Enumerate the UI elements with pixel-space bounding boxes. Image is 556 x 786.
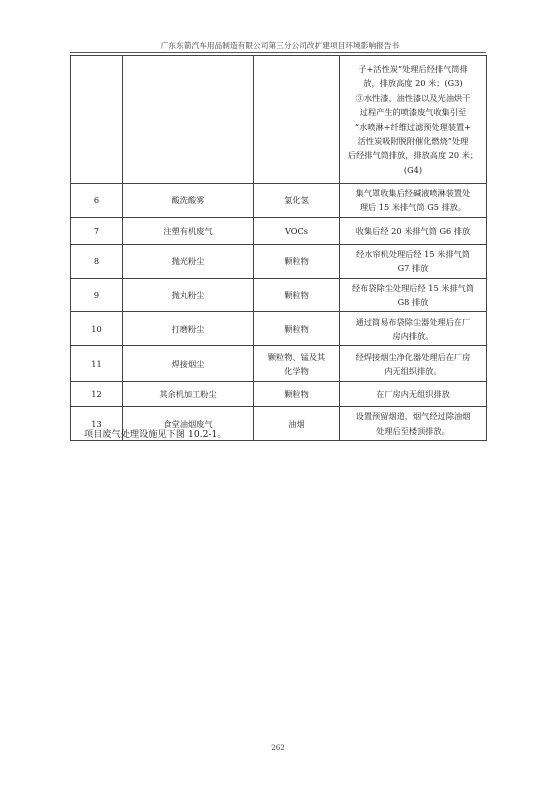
measure-line: 活性炭吸附脱附催化燃烧”处理 — [357, 135, 469, 146]
table-cell-pollutant: 颗粒物 — [254, 312, 340, 346]
table-cell-source — [123, 56, 254, 184]
table-cell-pollutant: 油烟 — [254, 407, 340, 441]
table-cell-no: 9 — [71, 278, 123, 312]
table-cell-source: 抛光粉尘 — [123, 244, 254, 278]
table-cell-measure — [340, 217, 487, 244]
table-row — [71, 312, 487, 346]
table-cell-source: 食堂油烟废气 — [123, 407, 254, 441]
table-cell-measure — [340, 407, 487, 441]
measure-line: 在厂房内无组织排放 — [376, 389, 450, 400]
table-cell-measure — [340, 278, 487, 312]
table-cell-no: 12 — [71, 382, 123, 407]
table-cell-no: 8 — [71, 244, 123, 278]
table-cell-no: 6 — [71, 184, 123, 218]
measure-line: “水喷淋+纤维过滤预处理装置+ — [354, 121, 472, 132]
measure-line: G8 排放 — [397, 297, 429, 308]
table-cell-no: 7 — [71, 217, 123, 244]
measure-line: 理后 15 米排气筒 G5 排放。 — [359, 202, 467, 213]
measure-line: 后经排气筒排放，排放高度 20 米； — [347, 150, 479, 161]
measure-line: 内无组织排放。 — [384, 365, 442, 376]
measure-line: 房内排放。 — [392, 330, 434, 341]
table-cell-measure — [340, 382, 487, 407]
table-row — [71, 382, 487, 407]
table-cell-pollutant — [254, 346, 340, 382]
measure-line: 过程产生的喷漆废气收集引至 — [359, 107, 467, 118]
table-row — [71, 244, 487, 278]
measure-line: 经布袋除尘处理后经 15 米排气筒 — [351, 282, 475, 293]
header-rule — [70, 52, 486, 53]
table-cell-pollutant: 氯化氢 — [254, 184, 340, 218]
waste-gas-treatment-table — [70, 55, 487, 441]
table-cell-pollutant: VOCs — [254, 217, 340, 244]
table-row — [71, 217, 487, 244]
table-cell-source: 其余机加工粉尘 — [123, 382, 254, 407]
table-cell-measure — [340, 312, 487, 346]
measure-line: 处理后至楼顶排放。 — [376, 425, 450, 436]
measure-line: 通过简易布袋除尘器处理后在厂 — [355, 316, 471, 327]
table-row — [71, 278, 487, 312]
measure-line: 经水帘机处理后经 15 米排气筒 — [356, 248, 470, 259]
measure-line: 设置预留烟道，烟气经过除油烟 — [355, 411, 471, 422]
table-cell-measure — [340, 244, 487, 278]
measure-line: (G4) — [403, 164, 423, 175]
table-cell-pollutant — [254, 56, 340, 184]
table-cell-source: 焊接烟尘 — [123, 346, 254, 382]
table-row — [71, 56, 487, 184]
pollutant-line: 颗粒物、锰及其 — [267, 351, 326, 362]
table-cell-measure — [340, 184, 487, 218]
page-header-title: 广东东箭汽车用品制造有限公司第三分公司改扩建项目环境影响报告书 — [160, 41, 400, 50]
table-cell-pollutant: 颗粒物 — [254, 244, 340, 278]
table-cell-pollutant: 颗粒物 — [254, 382, 340, 407]
table-row — [71, 346, 487, 382]
measure-line: 集气罩收集后经碱液喷淋装置处 — [355, 188, 471, 198]
table-cell-measure — [340, 346, 487, 382]
table-cell-source: 注塑有机废气 — [123, 217, 254, 244]
measure-line: G7 排放 — [397, 263, 429, 274]
figure-reference-caption: 项目废气处理设施见下图 10.2-1。 — [84, 429, 227, 440]
measure-line: 收集后经 20 米排气筒 G6 排放 — [355, 225, 471, 236]
table-cell-measure — [340, 56, 487, 184]
measure-line: ③水性漆、油性漆以及光油烘干 — [355, 92, 471, 103]
table-cell-source: 酸洗酸雾 — [123, 184, 254, 218]
table-cell-no — [71, 56, 123, 184]
pollutant-line: 化学物 — [284, 365, 309, 376]
measure-line: 经焊接烟尘净化器处理后在厂房 — [355, 351, 471, 362]
table-cell-pollutant: 颗粒物 — [254, 278, 340, 312]
table-cell-source: 打磨粉尘 — [123, 312, 254, 346]
table-cell-source: 抛丸粉尘 — [123, 278, 254, 312]
table-cell-no: 13 — [71, 407, 123, 441]
page-number: 262 — [271, 743, 285, 752]
table-cell-no: 11 — [71, 346, 123, 382]
measure-line: 放，排放高度 20 米；(G3) — [363, 78, 463, 89]
table-row — [71, 184, 487, 218]
table-cell-no: 10 — [71, 312, 123, 346]
measure-line: 子+活性炭”处理后经排气筒排 — [358, 63, 468, 74]
